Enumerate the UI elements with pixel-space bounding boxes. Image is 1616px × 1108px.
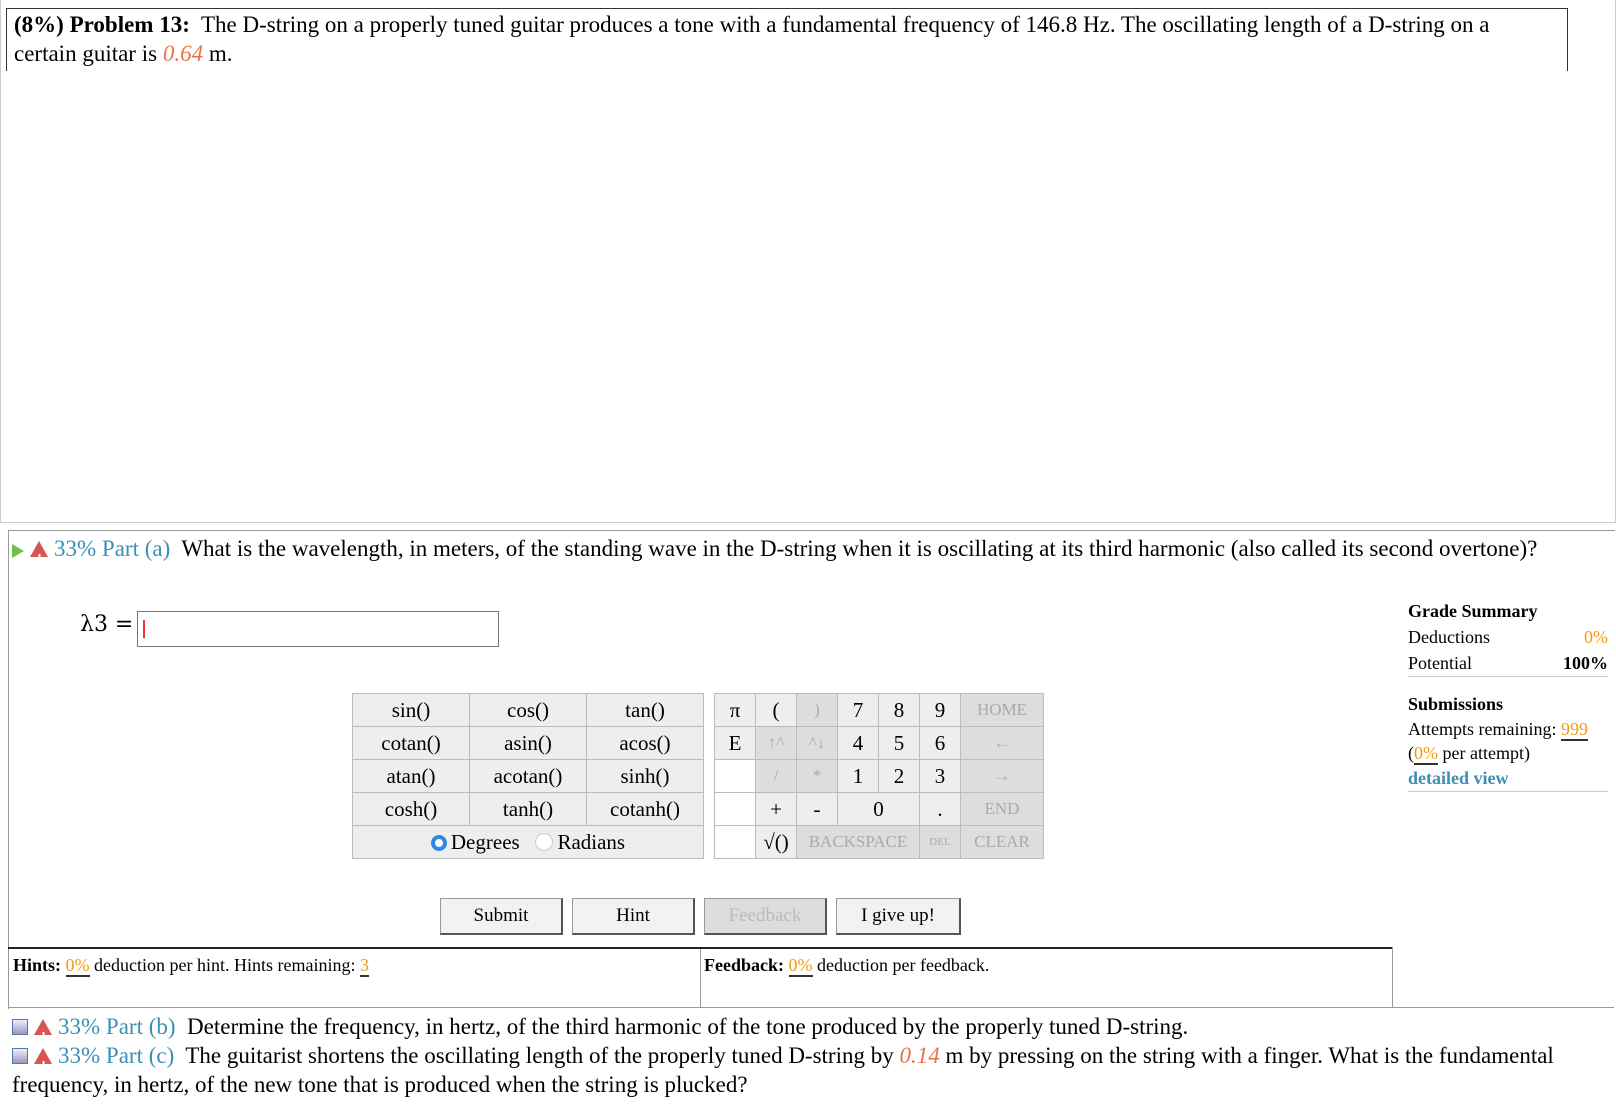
tan-button[interactable]: tan(): [587, 694, 704, 727]
sin-button[interactable]: sin(): [353, 694, 470, 727]
right-arrow-button[interactable]: →: [961, 760, 1044, 793]
part-a-header: [12, 534, 1572, 563]
part-a-percent: 33%: [54, 536, 97, 561]
part-b-row: [12, 1012, 1602, 1041]
potential-label: Potential: [1408, 653, 1472, 673]
up-button[interactable]: ↑^: [756, 727, 797, 760]
feedback-text: deduction per feedback.: [817, 955, 990, 975]
pi-button[interactable]: π: [715, 694, 756, 727]
blank-key: [715, 760, 756, 793]
hints-text: deduction per hint. Hints remaining:: [94, 955, 356, 975]
numeric-keypad: [714, 693, 1044, 859]
part-c-text-before: The guitarist shortens the oscillating length of the properly tuned D-string by: [185, 1043, 894, 1068]
feedback-info: [704, 955, 989, 976]
feedback-deduction-pct: 0%: [788, 955, 813, 975]
problem-label: Problem 13:: [69, 12, 190, 37]
part-c-label: Part (c): [105, 1043, 175, 1068]
down-button[interactable]: ^↓: [797, 727, 838, 760]
grade-summary-title: Grade Summary: [1408, 601, 1538, 621]
degrees-radio[interactable]: [431, 835, 447, 851]
attempts-row: [1408, 717, 1608, 741]
bar-divider-right: [1392, 947, 1393, 1007]
function-keypad: [352, 693, 704, 859]
deductions-row: [1408, 624, 1608, 650]
close-paren-button[interactable]: ): [797, 694, 838, 727]
bar-bottom-rule: [8, 1007, 1614, 1008]
cotanh-button[interactable]: cotanh(): [587, 793, 704, 826]
clear-button[interactable]: CLEAR: [961, 826, 1044, 859]
problem-text-after: m.: [208, 41, 233, 66]
problem-frame: [0, 0, 1616, 523]
digit-1-button[interactable]: 1: [838, 760, 879, 793]
grade-summary-panel: [1408, 598, 1608, 792]
give-up-button[interactable]: I give up!: [836, 898, 961, 935]
divide-button[interactable]: /: [756, 760, 797, 793]
collapse-icon[interactable]: [12, 1048, 28, 1064]
degrees-label: Degrees: [450, 829, 520, 854]
digit-6-button[interactable]: 6: [920, 727, 961, 760]
digit-3-button[interactable]: 3: [920, 760, 961, 793]
feedback-button[interactable]: Feedback: [704, 898, 827, 935]
part-c-value: 0.14: [899, 1043, 940, 1068]
digit-4-button[interactable]: 4: [838, 727, 879, 760]
hint-button[interactable]: Hint: [572, 898, 695, 935]
left-arrow-button[interactable]: ←: [961, 727, 1044, 760]
acotan-button[interactable]: acotan(): [470, 760, 587, 793]
digit-9-button[interactable]: 9: [920, 694, 961, 727]
potential-row: [1408, 650, 1608, 677]
backspace-button[interactable]: BACKSPACE: [797, 826, 920, 859]
home-button[interactable]: HOME: [961, 694, 1044, 727]
hints-info: [13, 955, 369, 976]
cosh-button[interactable]: cosh(): [353, 793, 470, 826]
deductions-label: Deductions: [1408, 627, 1490, 647]
detailed-view-row: [1408, 765, 1608, 792]
submit-button[interactable]: Submit: [440, 898, 563, 935]
multiply-button[interactable]: *: [797, 760, 838, 793]
decimal-button[interactable]: .: [920, 793, 961, 826]
sqrt-button[interactable]: √(): [756, 826, 797, 859]
problem-statement: [14, 10, 1554, 68]
blank-key: [715, 826, 756, 859]
problem-text-before: The D-string on a properly tuned guitar produces a tone with a fundamental frequency of 146.8 Hz. The oscillating length of a D-string on a certain guitar is: [14, 12, 1490, 66]
per-attempt-open: (: [1408, 743, 1414, 763]
bar-divider: [700, 949, 701, 1007]
length-value: 0.64: [162, 41, 204, 66]
part-c-row: [12, 1041, 1572, 1099]
part-a-label: Part (a): [101, 536, 171, 561]
answer-input[interactable]: [137, 611, 499, 647]
digit-2-button[interactable]: 2: [879, 760, 920, 793]
detailed-view-link[interactable]: detailed view: [1408, 768, 1509, 788]
expand-triangle-icon[interactable]: [12, 544, 24, 558]
potential-value: 100%: [1563, 653, 1608, 673]
text-cursor: [143, 620, 145, 638]
hints-deduction-pct: 0%: [65, 955, 90, 975]
warning-icon: [30, 541, 48, 557]
part-b-question: Determine the frequency, in hertz, of the third harmonic of the tone produced by the properly tuned D-string.: [187, 1014, 1189, 1039]
per-attempt-text: per attempt): [1442, 743, 1530, 763]
attempts-label: Attempts remaining:: [1408, 719, 1557, 739]
end-button[interactable]: END: [961, 793, 1044, 826]
per-attempt-row: [1408, 741, 1608, 765]
acos-button[interactable]: acos(): [587, 727, 704, 760]
hints-label: Hints:: [13, 955, 62, 975]
blank-key: [715, 793, 756, 826]
warning-icon: [34, 1048, 52, 1064]
sinh-button[interactable]: sinh(): [587, 760, 704, 793]
collapse-icon[interactable]: [12, 1019, 28, 1035]
warning-icon: [34, 1019, 52, 1035]
feedback-label: Feedback:: [704, 955, 784, 975]
del-button[interactable]: DEL: [920, 826, 961, 859]
digit-7-button[interactable]: 7: [838, 694, 879, 727]
submissions-title: Submissions: [1408, 694, 1504, 714]
part-c-text-after: m by pressing on the string with a finger. What is the fundamental frequency, in hertz, of the new tone that is produced when the string is plucked?: [12, 1043, 1554, 1097]
part-b-label: Part (b): [105, 1014, 176, 1039]
part-c-percent: 33%: [58, 1043, 101, 1068]
atan-button[interactable]: atan(): [353, 760, 470, 793]
problem-percent: (8%): [14, 12, 64, 37]
deductions-value: 0%: [1584, 627, 1608, 647]
asin-button[interactable]: asin(): [470, 727, 587, 760]
radians-label: Radians: [557, 829, 626, 854]
radians-radio[interactable]: [535, 833, 553, 851]
digit-0-button[interactable]: 0: [838, 793, 920, 826]
tanh-button[interactable]: tanh(): [470, 793, 587, 826]
lambda3-label: λ3 =: [80, 612, 134, 637]
minus-button[interactable]: -: [797, 793, 838, 826]
digit-8-button[interactable]: 8: [879, 694, 920, 727]
part-a-question: What is the wavelength, in meters, of the standing wave in the D-string when it is oscillating at its third harmonic (also called its second overtone)?: [181, 536, 1538, 561]
digit-5-button[interactable]: 5: [879, 727, 920, 760]
per-attempt-pct: 0%: [1414, 743, 1438, 763]
open-paren-button[interactable]: (: [756, 694, 797, 727]
e-button[interactable]: E: [715, 727, 756, 760]
plus-button[interactable]: +: [756, 793, 797, 826]
part-b-percent: 33%: [58, 1014, 101, 1039]
attempts-value: 999: [1560, 719, 1588, 739]
cotan-button[interactable]: cotan(): [353, 727, 470, 760]
cos-button[interactable]: cos(): [470, 694, 587, 727]
hints-remaining: 3: [359, 955, 369, 975]
